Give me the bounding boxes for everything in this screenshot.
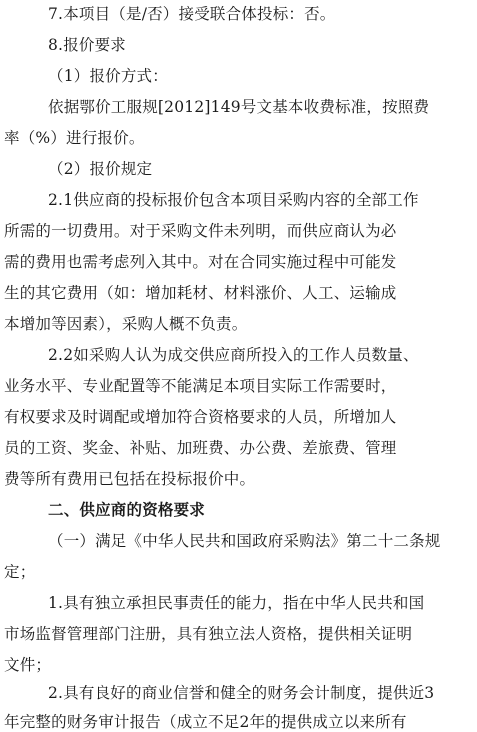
paragraph-line: 定；	[4, 563, 36, 581]
paragraph-line: 员的工资、奖金、补贴、加班费、办公费、差旅费、管理	[4, 439, 397, 457]
paragraph-line: 2.2如采购人认为成交供应商所投入的工作人员数量、	[48, 346, 419, 364]
paragraph-line: 依据鄂价工服规[2012]149号文基本收费标准，按照费	[48, 98, 430, 116]
paragraph-line: 有权要求及时调配或增加符合资格要求的人员，所增加人	[4, 408, 397, 426]
clause-7-consortium: 7.本项目（是/否）接受联合体投标：否。	[48, 5, 336, 23]
paragraph-line: 文件；	[4, 656, 52, 674]
paragraph-line: 生的其它费用（如：增加耗材、材料涨价、人工、运输成	[4, 284, 397, 302]
clause-8-heading: 8.报价要求	[48, 36, 126, 54]
paragraph-line: 费等所有费用已包括在投标报价中。	[4, 470, 256, 488]
paragraph-line: 年完整的财务审计报告（成立不足2年的提供成立以来所有	[4, 713, 407, 731]
quote-rules-heading: （2）报价规定	[48, 160, 153, 178]
paragraph-line: 市场监督管理部门注册，具有独立法人资格，提供相关证明	[4, 625, 413, 643]
paragraph-line: 率（%）进行报价。	[4, 129, 145, 147]
paragraph-line: 需的费用也需考虑列入其中。对在合同实施过程中可能发	[4, 253, 397, 271]
paragraph-line: 1.具有独立承担民事责任的能力，指在中华人民共和国	[48, 594, 425, 612]
paragraph-line: （一）满足《中华人民共和国政府采购法》第二十二条规	[48, 532, 441, 550]
paragraph-line: 2.1供应商的投标报价包含本项目采购内容的全部工作	[48, 191, 419, 209]
section-heading: 二、供应商的资格要求	[48, 501, 206, 519]
paragraph-line: 业务水平、专业配置等不能满足本项目实际工作需要时，	[4, 377, 397, 395]
quote-method-heading: （1）报价方式：	[48, 67, 168, 85]
paragraph-line: 本增加等因素），采购人概不负责。	[4, 315, 248, 333]
paragraph-line: 2.具有良好的商业信誉和健全的财务会计制度，提供近3	[48, 684, 435, 702]
paragraph-line: 所需的一切费用。对于采购文件未列明，而供应商认为必	[4, 222, 397, 240]
